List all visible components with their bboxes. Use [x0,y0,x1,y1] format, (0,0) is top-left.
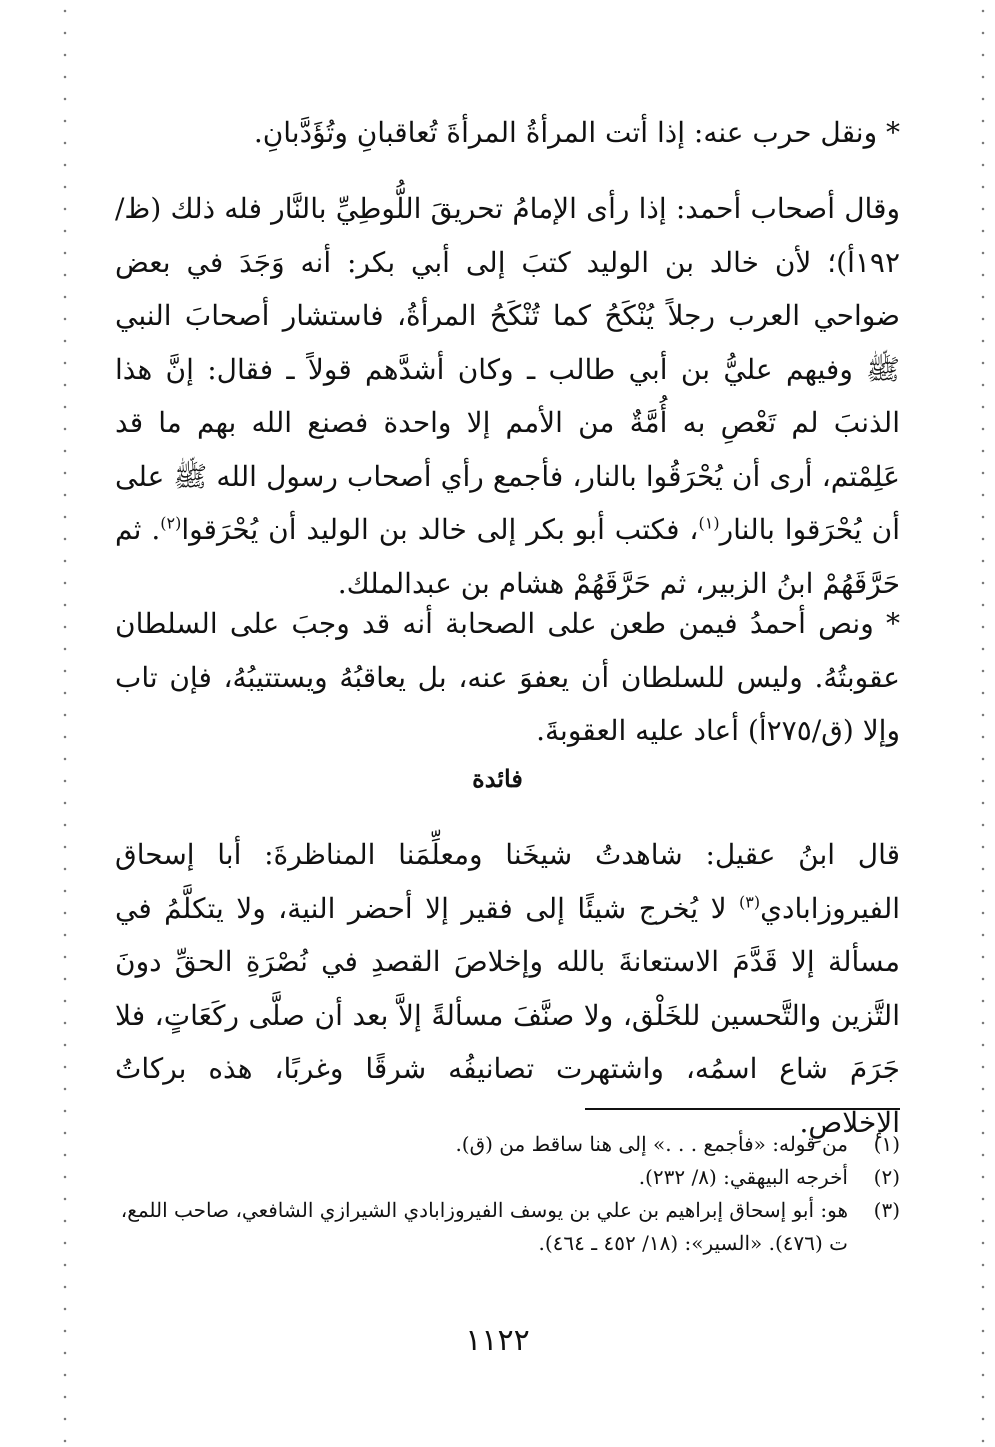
left-margin-dotted-line [62,0,68,1447]
section-heading: فائدة [472,764,523,793]
paragraph-text: . ثم حَرَّقَهُمْ ابنُ الزبير، ثم حَرَّقَهُمْ هشام بن عبدالملك. [115,513,900,600]
paragraph-text: ، فكتب أبو بكر إلى خالد بن الوليد أن يُحْرَقوا [181,513,699,546]
footnote-number: (١) [873,1132,900,1156]
footnote-number: (٣) [873,1198,900,1222]
footnote-text: من قوله: «فأجمع . . .» إلى هنا ساقط من (ق). [455,1132,848,1156]
paragraph-ibn-aqil [115,828,900,1149]
footnote-text: أخرجه البيهقي: (٨/ ٢٣٢). [638,1165,848,1189]
paragraph-text: لا يُخرج شيئًا إلى فقير إلا أحضر النية، ولا يتكلَّمُ في مسألة إلا قَدَّمَ الاستعانةَ بالله وإخلاصَ القصدِ في نُصْرَةِ الحقِّ دونَ التَّزين والتَّحسين للخَلْق، ولا صنَّفَ مسألةً إلاَّ بعد أن صلَّى ركَعَاتٍ، فلا جَرَمَ شاع اسمُه، واشتهرت تصانيفُه شرقًا وغربًا، هذه بركاتُ الإخلاصِ. [115,891,900,1139]
paragraph-companions-ruling: * ونص أحمدُ فيمن طعن على الصحابة أنه قد وجبَ على السلطان عقوبتُهُ. وليس للسلطان أن يعفوَ عنه، بل يعاقبُهُ ويستتيبُهُ، فإن تاب وإلا (ق/٢٧٥أ) أعاد عليه العقوبةَ. [115,607,900,747]
paragraph-harb-narration: * ونقل حرب عنه: إذا أتت المرأةُ المرأةَ تُعاقبانِ وتُؤَدَّبانِ. [253,116,900,149]
paragraph-text: قال ابنُ عقيل: شاهدتُ شيخَنا ومعلِّمَنا المناظرةَ: أبا إسحاق الفيروزابادي [115,838,900,925]
footnote-1 [115,1128,900,1161]
footnote-text: هو: أبو إسحاق إبراهيم بن علي بن يوسف الفيروزابادي الشيرازي الشافعي، صاحب اللمع، ت (٤٧٦). «السير»: (١٨/ ٤٥٢ ـ ٤٦٤). [120,1198,848,1255]
paragraph-burning-ruling [115,182,900,610]
footnotes-section [115,1128,900,1260]
footnote-marker-1: (١) [698,513,720,533]
right-margin-dotted-line [980,0,986,1447]
footnote-divider [585,1108,900,1110]
footnote-2 [115,1161,900,1194]
page-number: ١١٢٢ [465,1323,530,1358]
footnote-marker-3: (٣) [739,892,761,912]
paragraph-text: وقال أصحاب أحمد: إذا رأى الإمامُ تحريقَ اللُّوطِيِّ بالنَّار فله ذلك (ظ/١٩٢أ)؛ لأن خالد بن الوليد كتبَ إلى أبي بكر: أنه وَجَدَ في بعض ضواحي العرب رجلاً يُنْكَحُ كما تُنْكَحُ المرأةُ، فاستشار أصحابَ النبي ﷺ وفيهم عليُّ بن أبي طالب ـ وكان أشدَّهم قولاً ـ فقال: إنَّ هذا الذنبَ لم تَعْصِ به أُمَّةٌ من الأمم إلا واحدة فصنع الله بهم ما قد عَلِمْتم، أرى أن يُحْرَقُوا بالنار، فأجمع رأي أصحاب رسول الله ﷺ على أن يُحْرَقوا بالنار [115,192,900,546]
footnote-3 [115,1194,900,1260]
footnote-number: (٢) [873,1165,900,1189]
footnote-marker-2: (٢) [160,513,182,533]
